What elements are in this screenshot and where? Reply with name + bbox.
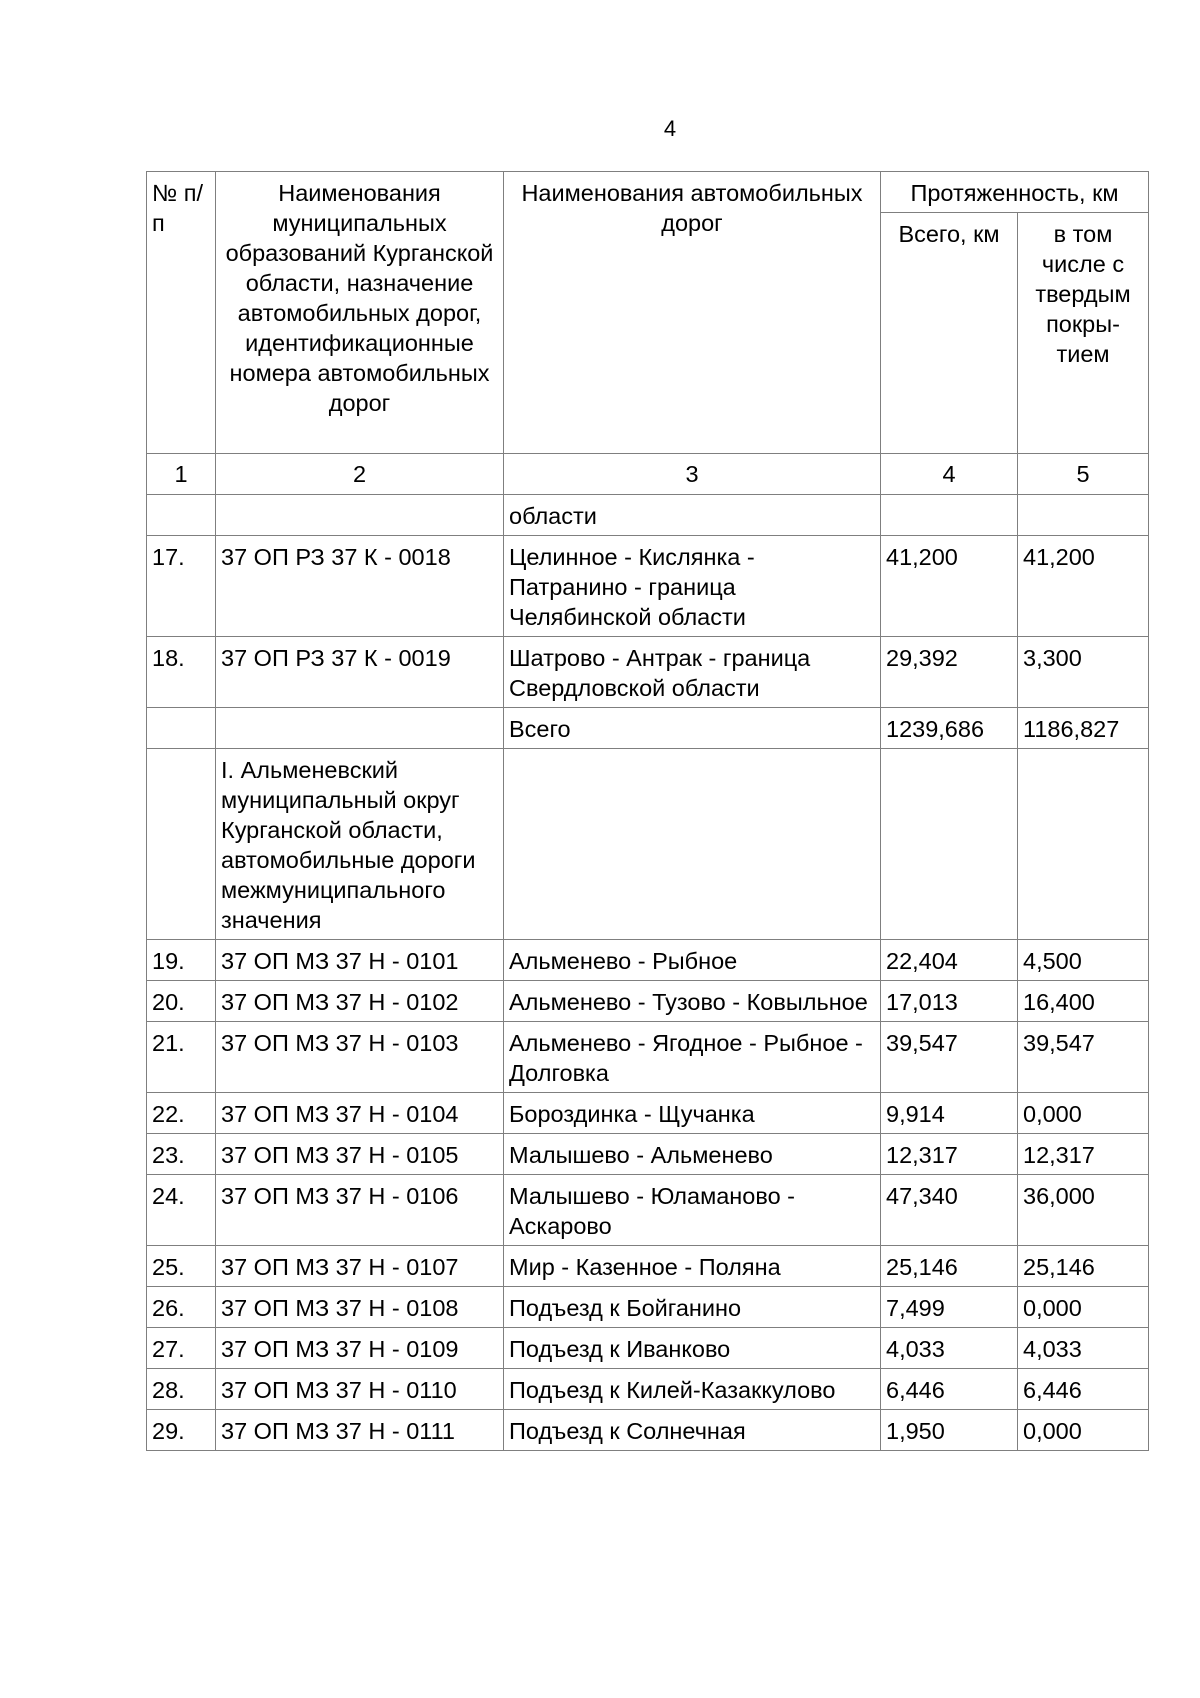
length-paved: [1018, 749, 1149, 940]
road-name: Подъезд к Килей-Казаккулово: [504, 1369, 881, 1410]
length-paved: 0,000: [1018, 1093, 1149, 1134]
length-paved: 0,000: [1018, 1287, 1149, 1328]
table-row: [147, 1022, 1149, 1093]
length-paved: 1186,827: [1018, 708, 1149, 749]
length-total: 25,146: [881, 1246, 1018, 1287]
table-row: [147, 1134, 1149, 1175]
header-row-1: [147, 172, 1149, 213]
table-row: [147, 536, 1149, 637]
road-id: 37 ОП МЗ 37 Н - 0110: [216, 1369, 504, 1410]
length-total: 39,547: [881, 1022, 1018, 1093]
row-number: 22.: [147, 1093, 216, 1134]
road-id: 37 ОП МЗ 37 Н - 0104: [216, 1093, 504, 1134]
header-paved: в том числе с твердым покры- тием: [1018, 213, 1149, 454]
length-total: 47,340: [881, 1175, 1018, 1246]
page-number: 4: [663, 116, 677, 141]
header-municipality: Наименования муниципальных образований Курганской области, назначение автомобильных дорог, идентификационные номера автомобильных дорог: [216, 172, 504, 454]
road-id: I. Альменевский муниципальный округ Курганской области, автомобильные дороги межмуниципального значения: [216, 749, 504, 940]
header-road-name: Наименования автомобильных дорог: [504, 172, 881, 454]
table-row: [147, 981, 1149, 1022]
row-number: [147, 749, 216, 940]
length-paved: 3,300: [1018, 637, 1149, 708]
length-total: 29,392: [881, 637, 1018, 708]
length-total: 1,950: [881, 1410, 1018, 1451]
row-number: 17.: [147, 536, 216, 637]
road-id: [216, 708, 504, 749]
length-total: 22,404: [881, 940, 1018, 981]
road-name: Подъезд к Солнечная: [504, 1410, 881, 1451]
road-name: [504, 749, 881, 940]
length-total: 6,446: [881, 1369, 1018, 1410]
length-paved: 16,400: [1018, 981, 1149, 1022]
row-number: 29.: [147, 1410, 216, 1451]
road-name: Подъезд к Бойганино: [504, 1287, 881, 1328]
length-paved: 41,200: [1018, 536, 1149, 637]
row-number: 27.: [147, 1328, 216, 1369]
row-number: 24.: [147, 1175, 216, 1246]
row-number: 19.: [147, 940, 216, 981]
road-name: Целинное - Кислянка - Патранино - граница Челябинской области: [504, 536, 881, 637]
road-id: 37 ОП МЗ 37 Н - 0109: [216, 1328, 504, 1369]
table-row: [147, 1287, 1149, 1328]
table-row: [147, 708, 1149, 749]
road-id: 37 ОП МЗ 37 Н - 0101: [216, 940, 504, 981]
table-row: [147, 1410, 1149, 1451]
column-number: 5: [1018, 454, 1149, 495]
table-body: [147, 172, 1149, 1451]
row-number: 28.: [147, 1369, 216, 1410]
road-id: 37 ОП МЗ 37 Н - 0106: [216, 1175, 504, 1246]
roads-table: [146, 171, 1149, 1451]
length-paved: 39,547: [1018, 1022, 1149, 1093]
column-number: 1: [147, 454, 216, 495]
row-number: 25.: [147, 1246, 216, 1287]
road-id: 37 ОП МЗ 37 Н - 0111: [216, 1410, 504, 1451]
length-paved: 6,446: [1018, 1369, 1149, 1410]
road-id: 37 ОП РЗ 37 К - 0019: [216, 637, 504, 708]
length-total: 9,914: [881, 1093, 1018, 1134]
table-row: [147, 495, 1149, 536]
length-paved: 12,317: [1018, 1134, 1149, 1175]
table-row: [147, 1369, 1149, 1410]
length-paved: [1018, 495, 1149, 536]
length-total: 41,200: [881, 536, 1018, 637]
length-total: 17,013: [881, 981, 1018, 1022]
length-paved: 4,033: [1018, 1328, 1149, 1369]
length-total: 1239,686: [881, 708, 1018, 749]
row-number: [147, 495, 216, 536]
road-name: Всего: [504, 708, 881, 749]
road-id: 37 ОП МЗ 37 Н - 0107: [216, 1246, 504, 1287]
road-id: 37 ОП МЗ 37 Н - 0108: [216, 1287, 504, 1328]
table-row: [147, 940, 1149, 981]
length-paved: 36,000: [1018, 1175, 1149, 1246]
row-number: 26.: [147, 1287, 216, 1328]
header-total: Всего, км: [881, 213, 1018, 454]
road-name: Малышево - Юламаново - Аскарово: [504, 1175, 881, 1246]
road-id: 37 ОП МЗ 37 Н - 0105: [216, 1134, 504, 1175]
row-number: 23.: [147, 1134, 216, 1175]
table-row: [147, 749, 1149, 940]
road-id: 37 ОП МЗ 37 Н - 0102: [216, 981, 504, 1022]
road-id: [216, 495, 504, 536]
header-num: № п/п: [147, 172, 216, 454]
length-total: 4,033: [881, 1328, 1018, 1369]
road-name: Мир - Казенное - Поляна: [504, 1246, 881, 1287]
road-name: Шатрово - Антрак - граница Свердловской области: [504, 637, 881, 708]
table-row: [147, 637, 1149, 708]
row-number: 18.: [147, 637, 216, 708]
row-number: 21.: [147, 1022, 216, 1093]
table-row: [147, 1246, 1149, 1287]
table-row: [147, 1328, 1149, 1369]
length-paved: 25,146: [1018, 1246, 1149, 1287]
road-name: Бороздинка - Щучанка: [504, 1093, 881, 1134]
road-name: Подъезд к Иванково: [504, 1328, 881, 1369]
road-name: Малышево - Альменево: [504, 1134, 881, 1175]
length-paved: 4,500: [1018, 940, 1149, 981]
road-id: 37 ОП РЗ 37 К - 0018: [216, 536, 504, 637]
row-number: [147, 708, 216, 749]
road-name: Альменево - Ягодное - Рыбное - Долговка: [504, 1022, 881, 1093]
length-total: 12,317: [881, 1134, 1018, 1175]
length-total: [881, 495, 1018, 536]
length-total: [881, 749, 1018, 940]
table-row: [147, 1175, 1149, 1246]
header-length-group: Протяженность, км: [881, 172, 1149, 213]
row-number: 20.: [147, 981, 216, 1022]
road-name: Альменево - Тузово - Ковыльное: [504, 981, 881, 1022]
length-paved: 0,000: [1018, 1410, 1149, 1451]
column-number: 3: [504, 454, 881, 495]
column-number-row: [147, 454, 1149, 495]
table-row: [147, 1093, 1149, 1134]
road-name: области: [504, 495, 881, 536]
length-total: 7,499: [881, 1287, 1018, 1328]
column-number: 4: [881, 454, 1018, 495]
road-id: 37 ОП МЗ 37 Н - 0103: [216, 1022, 504, 1093]
road-name: Альменево - Рыбное: [504, 940, 881, 981]
column-number: 2: [216, 454, 504, 495]
